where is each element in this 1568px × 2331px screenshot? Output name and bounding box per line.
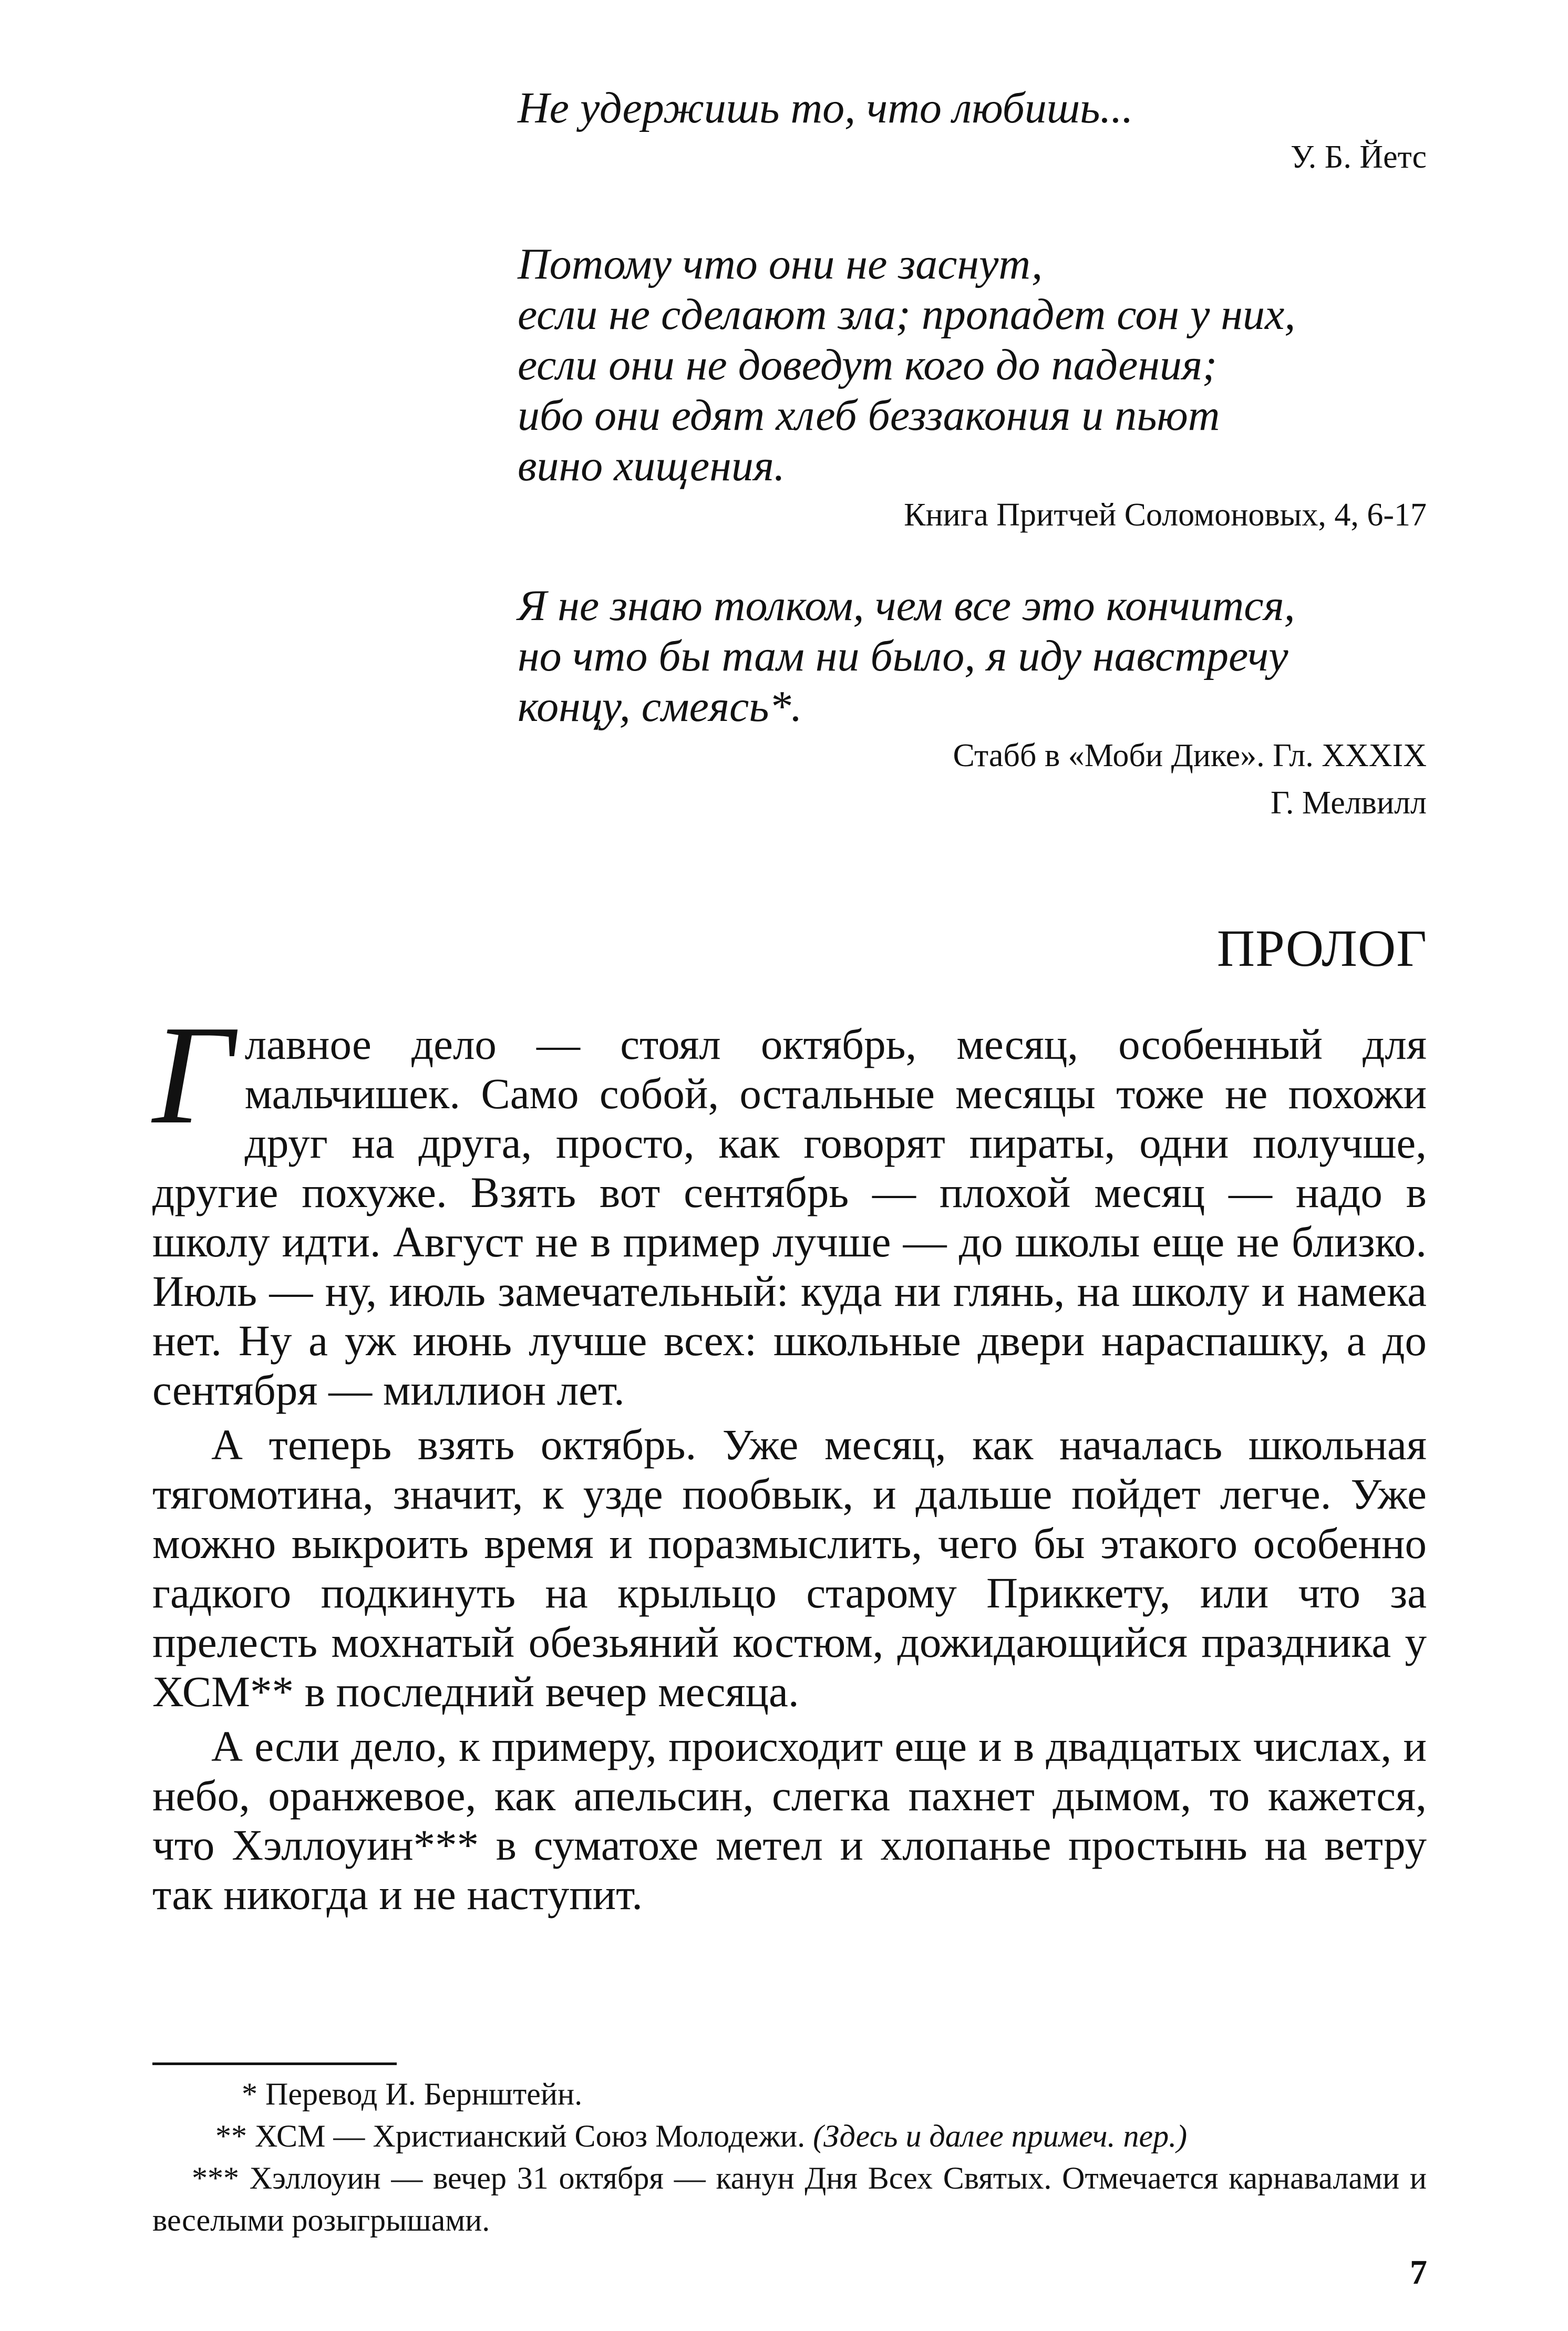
paragraph: А теперь взять октябрь. Уже месяц, как началась школьная тягомотина, значит, к узде пообвык, и дальше пойдет легче. Уже можно выкроить время и поразмыслить, чего бы этакого особенно гадкого подкинуть на крыльцо старому Приккету, или что за прелесть мохнатый обезьяний костюм, дожидающийся праздника у ХСМ** в последний вечер месяца. <box>152 1420 1427 1716</box>
epigraph-source: Стабб в «Моби Дике». Гл. XXXIX <box>953 738 1427 773</box>
footnote-text: * Перевод И. Бернштейн. <box>242 2077 583 2111</box>
epigraph-line: но что бы там ни было, я иду навстречу <box>518 632 1288 680</box>
paragraph <box>152 996 1427 1415</box>
footnote-text: *** Хэллоуин — вечер 31 октября — канун Дня Всех Святых. Отмечается карнавалами и веселыми розыгрышами. <box>152 2161 1427 2237</box>
epigraph-source: У. Б. Йетс <box>1290 139 1427 175</box>
footnote <box>152 2073 1427 2115</box>
footnote <box>152 2115 1427 2157</box>
epigraph-author: Г. Мелвилл <box>1271 785 1427 821</box>
epigraph-source: Книга Притчей Соломоновых, 4, 6-17 <box>904 497 1427 533</box>
paragraph-text: лавное дело — стоял октябрь, месяц, особенный для мальчишек. Само собой, остальные месяцы тоже не похожи друг на друга, просто, как говорят пираты, одни получше, другие похуже. Взять вот сентябрь — плохой месяц — надо в школу идти. Август не в пример лучше — до школы еще не близко. Июль — ну, июль замечательный: куда ни глянь, на школу и намека нет. Ну а уж июнь лучше всех: школьные двери нараспашку, а до сентября — миллион лет. <box>152 1020 1427 1414</box>
epigraph-quote <box>518 581 1427 732</box>
epigraph-line: если не сделают зла; пропадет сон у них, <box>518 290 1296 339</box>
epigraph-melville <box>518 581 1427 827</box>
epigraph-proverbs <box>518 239 1427 539</box>
chapter-body <box>152 996 1427 1924</box>
footnotes <box>152 2073 1427 2241</box>
drop-cap: Г <box>152 996 233 1153</box>
paragraph: А если дело, к примеру, происходит еще и в двадцатых числах, и небо, оранжевое, как апельсин, слегка пахнет дымом, то кажется, что Хэллоуин*** в суматохе метел и хлопанье простынь на ветру так никогда и не наступит. <box>152 1722 1427 1919</box>
epigraph-line: ибо они едят хлеб беззакония и пьют <box>518 391 1220 440</box>
epigraph-line: Я не знаю толком, чем все это кончится, <box>518 581 1295 630</box>
epigraph-quote <box>518 83 1427 133</box>
footnote-note: (Здесь и далее примеч. пер.) <box>813 2119 1188 2153</box>
footnote-text: ** ХСМ — Христианский Союз Молодежи. <box>215 2119 813 2153</box>
footnote-divider <box>152 2062 397 2065</box>
chapter-title: ПРОЛОГ <box>1216 919 1427 977</box>
epigraph-line: концу, смеясь*. <box>518 682 802 731</box>
page-number: 7 <box>1410 2253 1427 2292</box>
footnote <box>152 2157 1427 2241</box>
epigraph-line: Потому что они не заснут, <box>518 240 1043 288</box>
epigraph-quote <box>518 239 1427 491</box>
epigraph-line: если они не доведут кого до падения; <box>518 341 1218 389</box>
epigraph-line: Не удержишь то, что любишь... <box>518 84 1133 132</box>
epigraph-yeats <box>518 83 1427 181</box>
epigraph-line: вино хищения. <box>518 441 785 490</box>
